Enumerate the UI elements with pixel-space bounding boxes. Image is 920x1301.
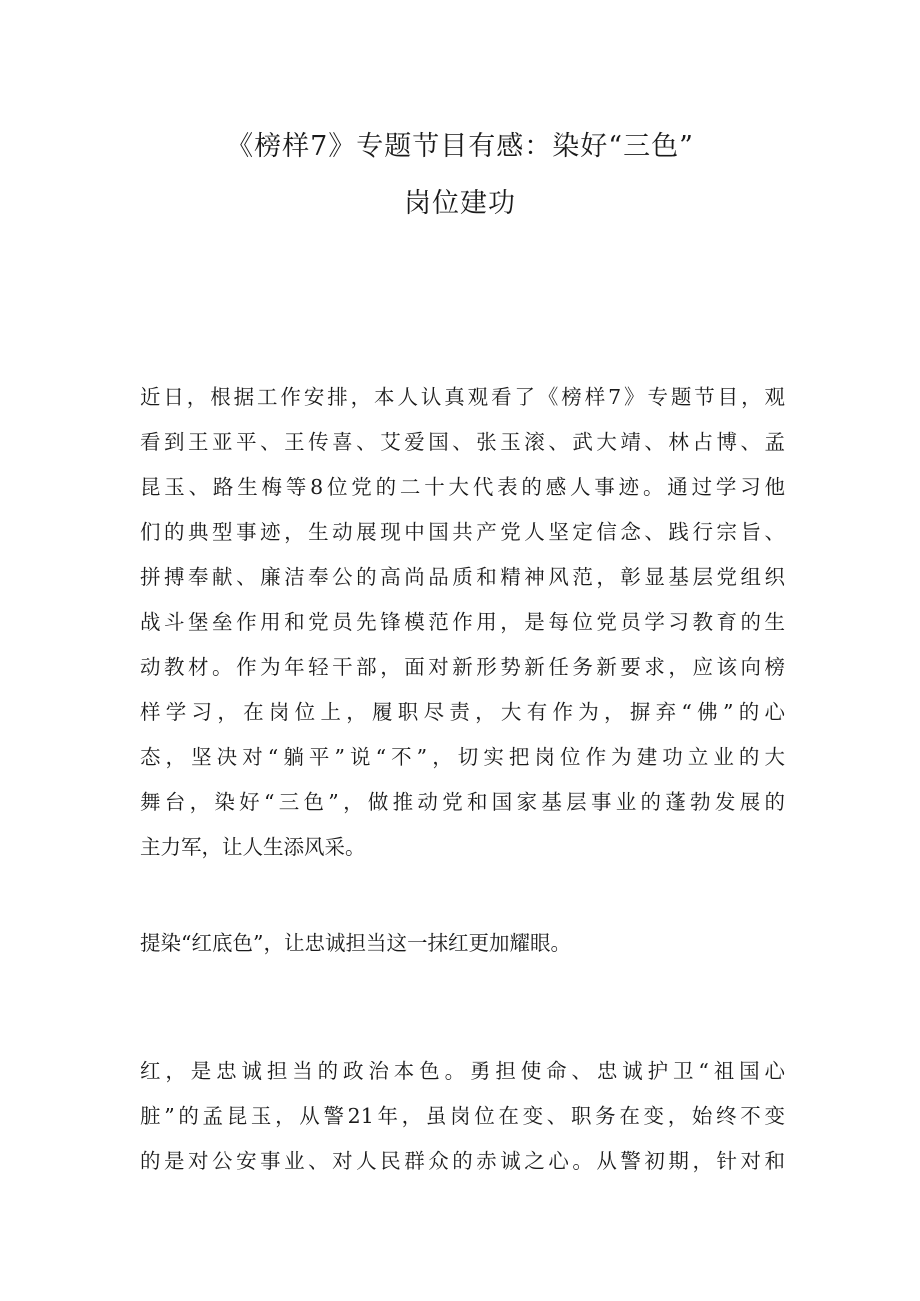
document-title-line-1: 《榜样7》专题节目有感：染好“三色”	[226, 131, 694, 162]
paragraph-line: 的是对公安事业、对人民群众的赤诚之心。从警初期，针对和	[140, 1149, 785, 1173]
paragraph-line: 脏”的孟昆玉，从警21年，虽岗位在变、职务在变，始终不变	[140, 1104, 785, 1128]
paragraph-line: 红，是忠诚担当的政治本色。勇担使命、忠诚护卫“祖国心	[140, 1059, 785, 1083]
paragraph-line: 主力军，让人生添风采。	[140, 835, 366, 859]
paragraph-line: 们的典型事迹，生动展现中国共产党人坚定信念、践行宗旨、	[140, 520, 785, 544]
paragraph-line: 拼搏奉献、廉洁奉公的高尚品质和精神风范，彰显基层党组织	[140, 565, 785, 589]
paragraph-line: 昆玉、路生梅等8位党的二十大代表的感人事迹。通过学习他	[140, 475, 785, 499]
paragraph-line: 样学习，在岗位上，履职尽责，大有作为，摒弃“佛”的心	[140, 700, 785, 724]
document-title-line-2: 岗位建功	[404, 188, 516, 219]
paragraph-line: 看到王亚平、王传喜、艾爱国、张玉滚、武大靖、林占博、孟	[140, 430, 785, 454]
paragraph-line: 态，坚决对“躺平”说“不”，切实把岗位作为建功立业的大	[140, 745, 785, 769]
paragraph-line: 近日，根据工作安排，本人认真观看了《榜样7》专题节目，观	[140, 385, 785, 409]
paragraph-line: 战斗堡垒作用和党员先锋模范作用，是每位党员学习教育的生	[140, 610, 785, 634]
paragraph-red	[140, 1049, 785, 1184]
paragraph-intro	[140, 375, 785, 870]
paragraph-line: 提染“红底色”，让忠诚担当这一抹红更加耀眼。	[140, 931, 571, 955]
paragraph-line: 动教材。作为年轻干部，面对新形势新任务新要求，应该向榜	[140, 655, 785, 679]
section-heading-red	[140, 921, 785, 966]
paragraph-line: 舞台，染好“三色”，做推动党和国家基层事业的蓬勃发展的	[140, 790, 785, 814]
